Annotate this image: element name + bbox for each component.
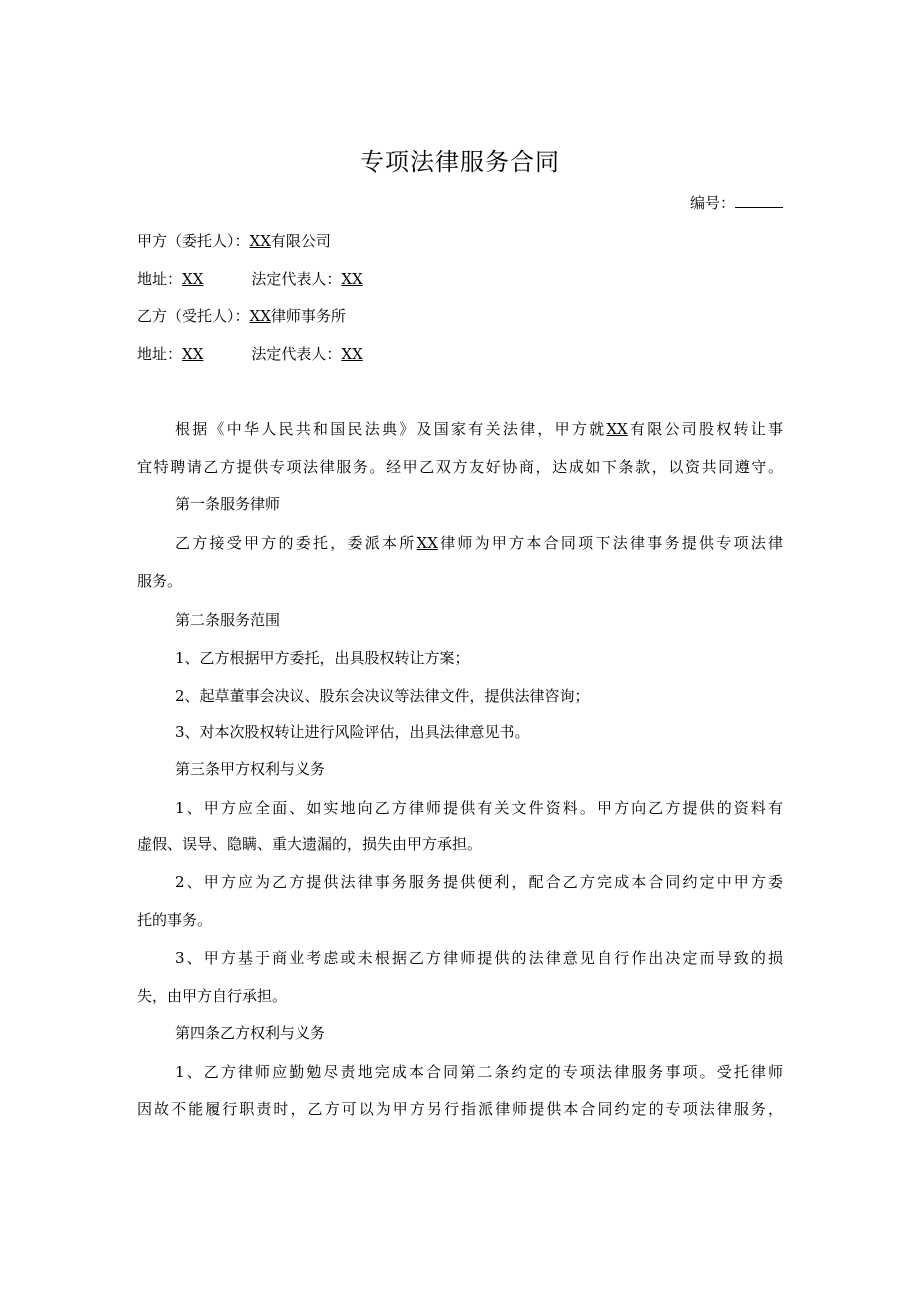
- article-3-para-3-line-2: 失，由甲方自行承担。: [137, 987, 288, 1005]
- party-a-line: [137, 231, 783, 251]
- article-4-heading: 第四条乙方权利与义务: [175, 1024, 326, 1042]
- party-a-rep: XX: [341, 270, 363, 288]
- article-2-heading: 第二条服务范围: [175, 611, 281, 629]
- article-1-text-a: 乙方接受甲方的委托，委派本所: [175, 534, 417, 552]
- party-b-rep: XX: [341, 345, 363, 363]
- party-b-rep-label: 法定代表人：: [251, 345, 342, 363]
- contract-number: [137, 193, 783, 213]
- article-1-line-2: 服务。: [137, 572, 183, 590]
- preamble-line-2: 宜特聘请乙方提供专项法律服务。经甲乙双方友好协商，达成如下条款，以资共同遵守。: [137, 458, 783, 476]
- article-1-text-b: 律师为甲方本合同项下法律事务提供专项法律: [437, 534, 783, 552]
- contract-number-blank: [735, 193, 783, 208]
- article-3-para-1-line-2: 虚假、误导、隐瞒、重大遗漏的，损失由甲方承担。: [137, 835, 483, 853]
- article-2-item: 2、起草董事会决议、股东会决议等法律文件，提供法律咨询；: [175, 687, 590, 705]
- party-b-address-line: [137, 344, 783, 364]
- party-b-name-placeholder: XX: [249, 307, 271, 325]
- party-a-label: 甲方（委托人）：: [137, 232, 250, 250]
- contract-number-label: 编号：: [689, 194, 735, 212]
- party-b-address-label: 地址：: [137, 345, 183, 363]
- article-4-para-1-line-2: 因故不能履行职责时，乙方可以为甲方另行指派律师提供本合同约定的专项法律服务，: [137, 1100, 783, 1118]
- party-b-label: 乙方（受托人）：: [137, 307, 250, 325]
- party-a-rep-label: 法定代表人：: [251, 270, 342, 288]
- article-4-para-1-line-1: 1、乙方律师应勤勉尽责地完成本合同第二条约定的专项法律服务事项。受托律师: [175, 1063, 783, 1081]
- article-3-para-2-line-1: 2、甲方应为乙方提供法律事务服务提供便利，配合乙方完成本合同约定中甲方委: [175, 873, 783, 891]
- document-title: 专项法律服务合同: [360, 148, 560, 176]
- preamble-company-placeholder: XX: [606, 420, 628, 438]
- party-a-address-label: 地址：: [137, 270, 183, 288]
- party-b-address: XX: [182, 345, 204, 363]
- preamble-text-a: 根据《中华人民共和国民法典》及国家有关法律，甲方就: [175, 420, 607, 438]
- article-2-item: 3、对本次股权转让进行风险评估，出具法律意见书。: [175, 723, 530, 741]
- party-a-address-line: [137, 269, 783, 289]
- preamble-text-b: 有限公司股权转让事: [627, 420, 783, 438]
- party-b-name-rest: 律师事务所: [270, 307, 346, 325]
- party-a-address: XX: [182, 270, 204, 288]
- article-3-para-2-line-2: 托的事务。: [137, 911, 213, 929]
- article-2-item: 1、乙方根据甲方委托，出具股权转让方案；: [175, 649, 470, 667]
- party-a-name-rest: 有限公司: [270, 232, 331, 250]
- article-3-para-3-line-1: 3、甲方基于商业考虑或未根据乙方律师提供的法律意见自行作出决定而导致的损: [175, 949, 783, 967]
- article-3-heading: 第三条甲方权利与义务: [175, 760, 326, 778]
- party-b-line: [137, 306, 783, 326]
- preamble-line-1: [175, 419, 783, 439]
- article-1-heading: 第一条服务律师: [175, 495, 281, 513]
- article-3-para-1-line-1: 1、甲方应全面、如实地向乙方律师提供有关文件资料。甲方向乙方提供的资料有: [175, 799, 783, 817]
- article-1-lawyer-placeholder: XX: [416, 534, 438, 552]
- article-1-line-1: [175, 533, 783, 553]
- party-a-name-placeholder: XX: [249, 232, 271, 250]
